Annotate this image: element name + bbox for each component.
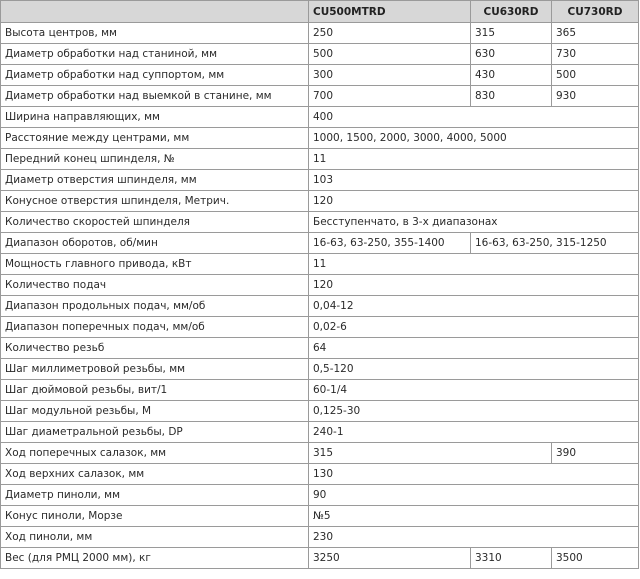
row-label: Диаметр отверстия шпинделя, мм: [1, 170, 309, 191]
cell-value: 16-63, 63-250, 315-1250: [471, 233, 639, 254]
table-row: [1, 107, 639, 128]
cell-value: 0,5-120: [309, 359, 639, 380]
row-label: Диаметр пиноли, мм: [1, 485, 309, 506]
table-row: [1, 506, 639, 527]
cell-value: 250: [309, 23, 471, 44]
row-label: Ход верхних салазок, мм: [1, 464, 309, 485]
table-row: [1, 548, 639, 569]
cell-value: 430: [471, 65, 552, 86]
row-label: Ширина направляющих, мм: [1, 107, 309, 128]
cell-value: 103: [309, 170, 639, 191]
cell-value: 500: [309, 44, 471, 65]
row-label: Шаг дюймовой резьбы, вит/1: [1, 380, 309, 401]
table-row: [1, 170, 639, 191]
header-cell-model-2: CU630RD: [471, 1, 552, 23]
table-row: [1, 443, 639, 464]
cell-value: 240-1: [309, 422, 639, 443]
cell-value: 130: [309, 464, 639, 485]
row-label: Диапазон оборотов, об/мин: [1, 233, 309, 254]
table-row: [1, 23, 639, 44]
cell-value: №5: [309, 506, 639, 527]
header-cell-model-1: CU500MTRD: [309, 1, 471, 23]
table-row: [1, 317, 639, 338]
row-label: Шаг модульной резьбы, М: [1, 401, 309, 422]
row-label: Количество подач: [1, 275, 309, 296]
table-row: [1, 296, 639, 317]
row-label: Шаг миллиметровой резьбы, мм: [1, 359, 309, 380]
table-row: [1, 527, 639, 548]
cell-value: 3250: [309, 548, 471, 569]
cell-value: 230: [309, 527, 639, 548]
cell-value: Бесступенчато, в 3-х диапазонах: [309, 212, 639, 233]
table-row: [1, 464, 639, 485]
table-row: [1, 485, 639, 506]
row-label: Диапазон поперечных подач, мм/об: [1, 317, 309, 338]
cell-value: 730: [552, 44, 639, 65]
cell-value: 315: [471, 23, 552, 44]
cell-value: 365: [552, 23, 639, 44]
cell-value: 1000, 1500, 2000, 3000, 4000, 5000: [309, 128, 639, 149]
cell-value: 0,04-12: [309, 296, 639, 317]
cell-value: 500: [552, 65, 639, 86]
cell-value: 60-1/4: [309, 380, 639, 401]
table-row: [1, 128, 639, 149]
header-cell-label: [1, 1, 309, 23]
cell-value: 315: [309, 443, 552, 464]
cell-value: 300: [309, 65, 471, 86]
header-cell-model-3: CU730RD: [552, 1, 639, 23]
cell-value: 830: [471, 86, 552, 107]
cell-value: 0,125-30: [309, 401, 639, 422]
table-row: [1, 275, 639, 296]
cell-value: 3310: [471, 548, 552, 569]
row-label: Мощность главного привода, кВт: [1, 254, 309, 275]
cell-value: 0,02-6: [309, 317, 639, 338]
table-row: [1, 338, 639, 359]
cell-value: 120: [309, 275, 639, 296]
row-label: Конусное отверстия шпинделя, Метрич.: [1, 191, 309, 212]
cell-value: 120: [309, 191, 639, 212]
cell-value: 11: [309, 149, 639, 170]
cell-value: 64: [309, 338, 639, 359]
table-row: [1, 86, 639, 107]
table-row: [1, 212, 639, 233]
row-label: Диапазон продольных подач, мм/об: [1, 296, 309, 317]
row-label: Диаметр обработки над станиной, мм: [1, 44, 309, 65]
cell-value: 400: [309, 107, 639, 128]
table-row: [1, 401, 639, 422]
row-label: Конус пиноли, Морзе: [1, 506, 309, 527]
row-label: Диаметр обработки над суппортом, мм: [1, 65, 309, 86]
table-row: [1, 254, 639, 275]
row-label: Расстояние между центрами, мм: [1, 128, 309, 149]
cell-value: 16-63, 63-250, 355-1400: [309, 233, 471, 254]
cell-value: 930: [552, 86, 639, 107]
cell-value: 11: [309, 254, 639, 275]
cell-value: 3500: [552, 548, 639, 569]
row-label: Количество резьб: [1, 338, 309, 359]
table-row: [1, 65, 639, 86]
row-label: Шаг диаметральной резьбы, DP: [1, 422, 309, 443]
table-row: [1, 422, 639, 443]
table-row: [1, 359, 639, 380]
row-label: Ход поперечных салазок, мм: [1, 443, 309, 464]
table-row: [1, 233, 639, 254]
row-label: Диаметр обработки над выемкой в станине, мм: [1, 86, 309, 107]
row-label: Передний конец шпинделя, №: [1, 149, 309, 170]
cell-value: 390: [552, 443, 639, 464]
row-label: Количество скоростей шпинделя: [1, 212, 309, 233]
table-row: [1, 149, 639, 170]
table-row: [1, 191, 639, 212]
row-label: Ход пиноли, мм: [1, 527, 309, 548]
cell-value: 700: [309, 86, 471, 107]
cell-value: 90: [309, 485, 639, 506]
header-row: [1, 1, 639, 23]
table-row: [1, 380, 639, 401]
cell-value: 630: [471, 44, 552, 65]
row-label: Вес (для РМЦ 2000 мм), кг: [1, 548, 309, 569]
table-row: [1, 44, 639, 65]
row-label: Высота центров, мм: [1, 23, 309, 44]
